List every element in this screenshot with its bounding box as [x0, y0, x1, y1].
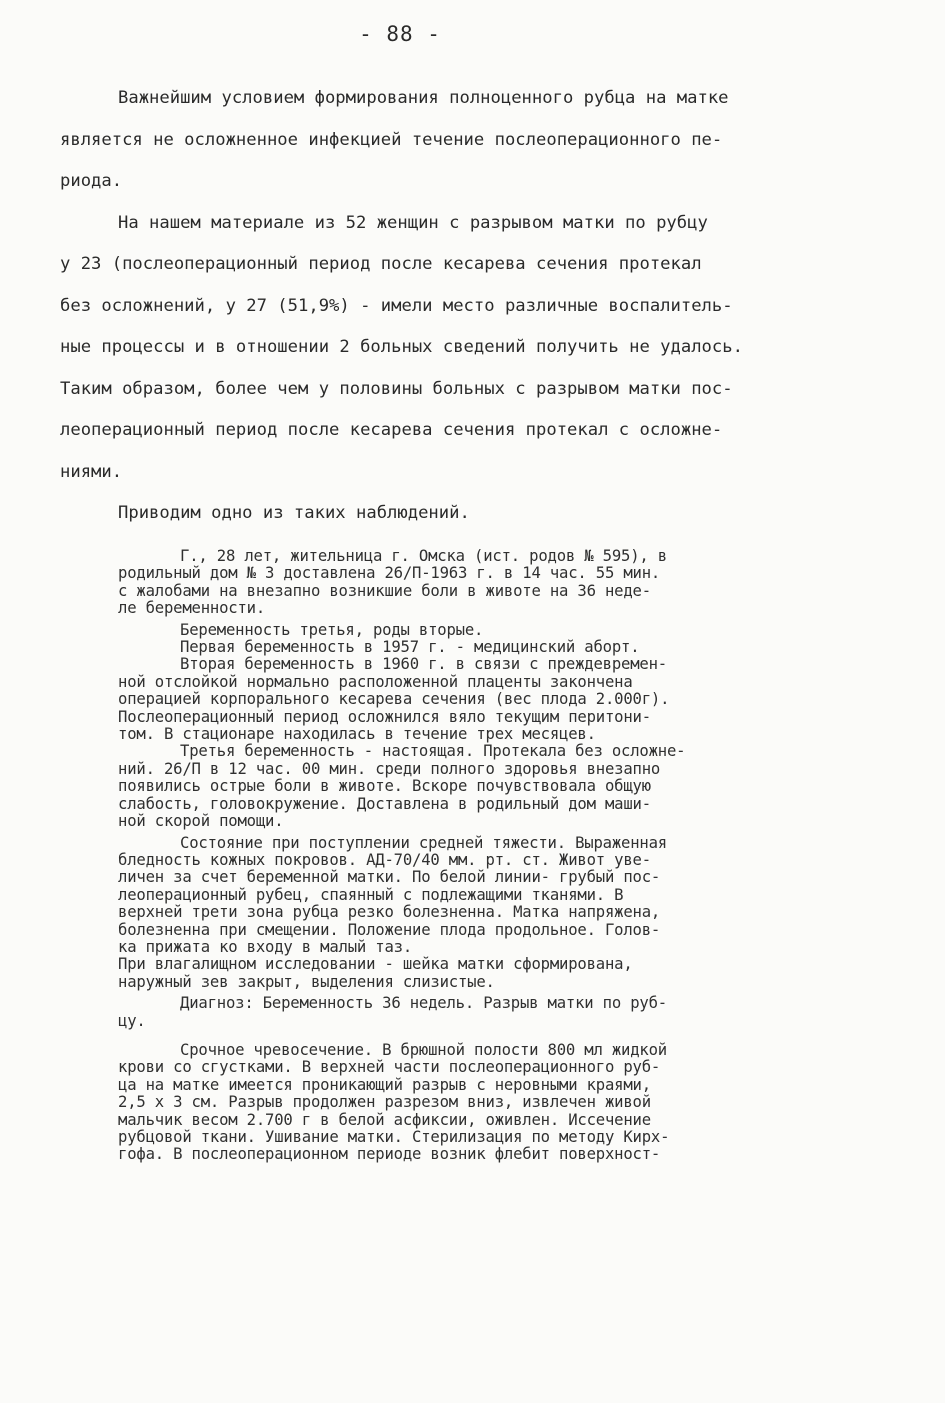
- case-report-line: операцией корпорального кесарева сечения (вес плода 2.000г).: [118, 690, 670, 709]
- case-report-line: крови со сгустками. В верхней части послеоперационного руб-: [118, 1058, 661, 1077]
- case-report-line: ной отслойкой нормально расположенной плаценты закончена: [118, 672, 633, 691]
- case-report-line: родильный дом № 3 доставлена 26/П-1963 г. в 14 час. 55 мин.: [118, 564, 661, 583]
- case-report-line: Г., 28 лет, жительница г. Омска (ист. родов № 595), в: [180, 547, 667, 565]
- case-report-line: Послеоперационный период осложнился вяло текущим перитони-: [118, 707, 651, 726]
- paragraph-3: [60, 493, 900, 535]
- text-line: На нашем материале из 52 женщин с разрывом матки по рубцу: [118, 212, 708, 233]
- case-report-line: рубцовой ткани. Ушивание матки. Стерилизация по методу Кирх-: [118, 1128, 670, 1146]
- case-report-line: Первая беременность в 1957 г. - медицинский аборт.: [180, 638, 640, 657]
- case-report-line: При влагалищном исследовании - шейка матки сформирована,: [118, 955, 633, 974]
- page-number: - 88 -: [359, 22, 441, 46]
- text-line: риода.: [60, 171, 123, 191]
- case-report-line: ле беременности.: [118, 599, 266, 618]
- text-line: является не осложненное инфекцией течение послеоперационного пе-: [60, 129, 723, 150]
- text-line: Таким образом, более чем у половины больных с разрывом матки пос-: [60, 378, 733, 399]
- text-line: без осложнений, у 27 (51,9%) - имели место различные воспалитель-: [60, 295, 733, 316]
- case-report-line: ной скорой помощи.: [118, 812, 284, 831]
- case-report-line: слабость, головокружение. Доставлена в родильный дом маши-: [118, 794, 651, 813]
- case-report-line: личен за счет беременной матки. По белой линии- грубый пос-: [118, 868, 661, 887]
- text-line: Важнейшим условием формирования полноценного рубца на матке: [118, 88, 729, 108]
- case-report-line: Беременность третья, роды вторые.: [180, 620, 484, 639]
- case-report-line: Диагноз: Беременность 36 недель. Разрыв матки по руб-: [180, 994, 667, 1013]
- main-text: [60, 78, 900, 535]
- text-line: Приводим одно из таких наблюдений.: [118, 503, 470, 523]
- case-report-line: 2,5 х 3 см. Разрыв продолжен разрезом вниз, извлечен живой: [118, 1093, 651, 1112]
- case-report-line: ца на матке имеется проникающий разрыв с неровными краями,: [118, 1075, 651, 1094]
- case-report-line: том. В стационаре находилась в течение трех месяцев.: [118, 725, 596, 744]
- case-report-line: Вторая беременность в 1960 г. в связи с преждевремен-: [180, 655, 667, 674]
- case-report-line: леоперационный рубец, спаянный с подлежащими тканями. В: [118, 885, 624, 904]
- case-report-line: Срочное чревосечение. В брюшной полости 800 мл жидкой: [180, 1040, 667, 1059]
- text-line: у 23 (послеоперационный период после кесарева сечения протекал: [60, 254, 702, 274]
- case-report-line: с жалобами на внезапно возникшие боли в животе на 36 неде-: [118, 581, 651, 600]
- text-line: ниями.: [60, 461, 123, 482]
- case-report-line: наружный зев закрыт, выделения слизистые.: [118, 972, 495, 991]
- text-line: леоперационный период после кесарева сечения протекал с осложне-: [60, 420, 723, 440]
- paragraph-1: [60, 78, 900, 203]
- case-report-line: появились острые боли в животе. Вскоре почувствовала общую: [118, 777, 651, 796]
- case-report-line: ка прижата ко входу в малый таз.: [118, 937, 413, 956]
- case-report-line: мальчик весом 2.700 г в белой асфиксии, оживлен. Иссечение: [118, 1110, 651, 1129]
- case-report-line: верхней трети зона рубца резко болезненна. Матка напряжена,: [118, 903, 661, 922]
- text-line: ные процессы и в отношении 2 больных сведений получить не удалось.: [60, 337, 743, 357]
- paragraph-2: [60, 203, 900, 494]
- case-report: [118, 548, 888, 1164]
- case-report-line: болезненна при смещении. Положение плода продольное. Голов-: [118, 920, 661, 939]
- case-report-line: гофа. В послеоперационном периоде возник флебит поверхност-: [118, 1145, 661, 1164]
- case-report-line: Третья беременность - настоящая. Протекала без осложне-: [180, 742, 686, 761]
- case-report-line: ний. 26/П в 12 час. 00 мин. среди полного здоровья внезапно: [118, 759, 661, 778]
- case-report-line: бледность кожных покровов. АД-70/40 мм. рт. ст. Живот уве-: [118, 850, 651, 869]
- case-report-line: Состояние при поступлении средней тяжести. Выраженная: [180, 833, 667, 852]
- case-report-line: цу.: [118, 1011, 146, 1030]
